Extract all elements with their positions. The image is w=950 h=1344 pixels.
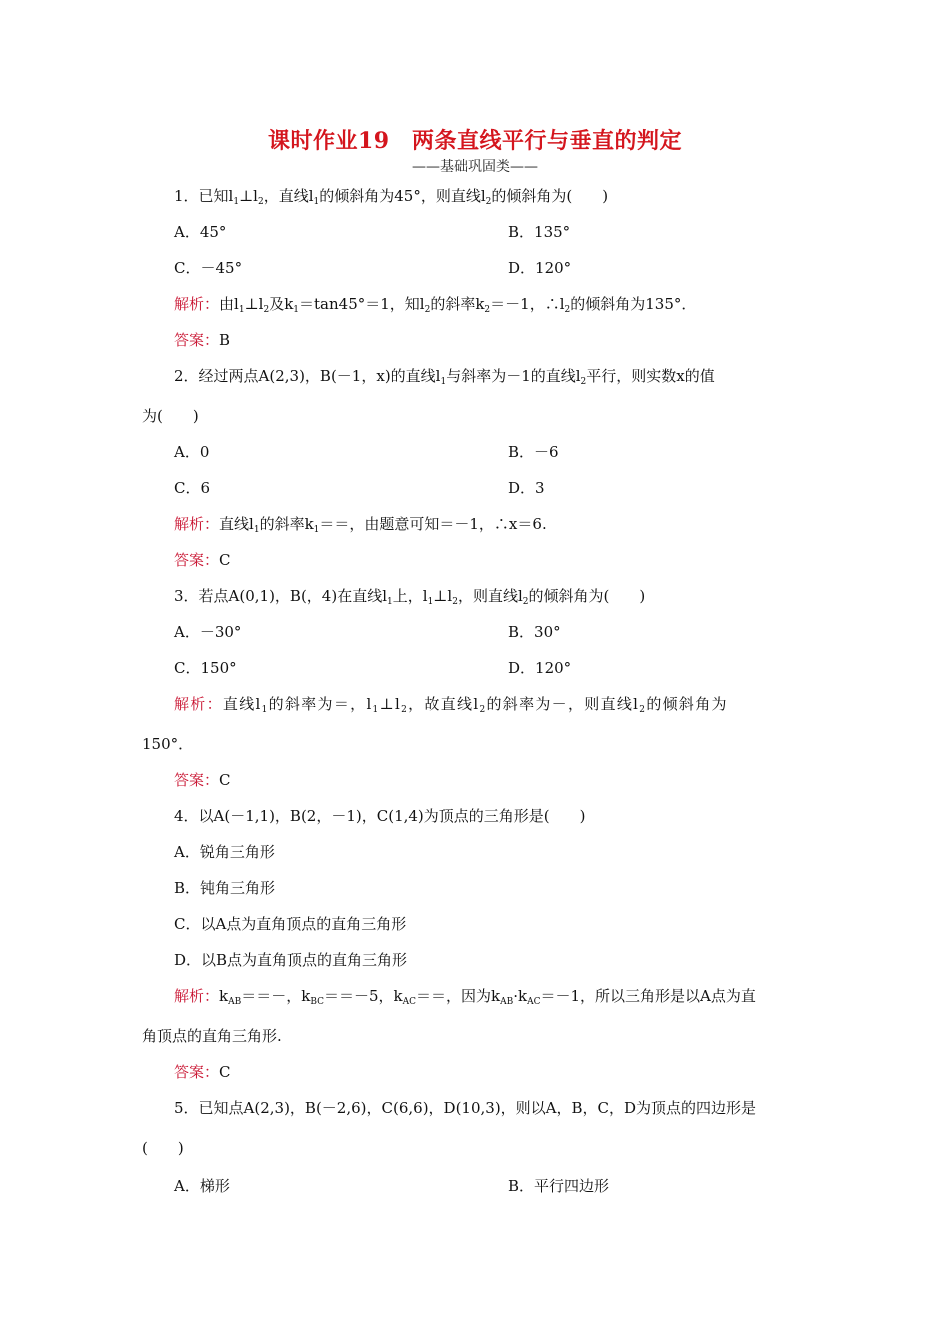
- q5-stem-cont: ( ): [142, 1139, 184, 1157]
- q3-option-b: B．30°: [508, 623, 561, 641]
- q2-option-d: D．3: [508, 479, 545, 497]
- q5-option-a: A．梯形: [174, 1177, 230, 1195]
- q4-option-d: D．以B点为直角顶点的直角三角形: [174, 951, 408, 969]
- q4-stem: 4．以A(－1,1)，B(2，－1)，C(1,4)为顶点的三角形是( ): [174, 807, 586, 825]
- q4-option-b: B．钝角三角形: [174, 879, 276, 897]
- q2-stem: 2．经过两点A(2,3)，B(－1，x)的直线$l_1$与斜率为－1的直线$l_2$平行，则实数x的值: [174, 367, 715, 387]
- q3-analysis-cont: 150°．: [142, 735, 194, 753]
- q5-option-b: B．平行四边形: [508, 1177, 610, 1195]
- q2-option-b: B．－6: [508, 443, 559, 461]
- q1-stem: 1．已知$l_1\perp l_2$，直线$l_1$的倾斜角为45°，则直线$l_2$的倾斜角为( ): [174, 187, 609, 207]
- q2-option-a: A．0: [174, 443, 210, 461]
- q3-analysis: 解析：直线$l_1$的斜率为＝，$l_1\perp l_2$，故直线$l_2$的斜率为－，则直线$l_2$的倾斜角为: [174, 695, 728, 715]
- q3-answer: 答案：C: [174, 771, 231, 789]
- q4-analysis: 解析：$k_{AB}==-$，$k_{BC}==-5$，$k_{AC}==$，因为$k_{AB}\cdot k_{AC}=-1$，所以三角形是以A点为直: [174, 987, 756, 1007]
- q1-option-a: A．45°: [174, 223, 227, 241]
- q4-option-c: C．以A点为直角顶点的直角三角形: [174, 915, 407, 933]
- q1-option-b: B．135°: [508, 223, 571, 241]
- q1-analysis: 解析：由$l_1\perp l_2$及$k_1=\tan 45^\circ=1$，知$l_2$的斜率$k_2=-1$，$\therefore l_2$的倾斜角为135°．: [174, 295, 697, 315]
- q2-option-c: C．6: [174, 479, 211, 497]
- q5-stem: 5．已知点A(2,3)，B(－2,6)，C(6,6)，D(10,3)，则以A，B，C，D为顶点的四边形是: [174, 1099, 757, 1117]
- q3-option-d: D．120°: [508, 659, 572, 677]
- q2-analysis: 解析：直线$l_1$的斜率$k_1==$，由题意可知＝－1，∴x＝6.: [174, 515, 547, 535]
- page-title: 课时作业19 两条直线平行与垂直的判定: [267, 128, 683, 154]
- q4-analysis-cont: 角顶点的直角三角形.: [142, 1027, 282, 1045]
- q2-stem-cont: 为( ): [142, 407, 199, 425]
- q3-option-a: A．－30°: [174, 623, 242, 641]
- section-subtitle: ——基础巩固类——: [412, 159, 538, 175]
- q4-option-a: A．锐角三角形: [174, 843, 275, 861]
- q4-answer: 答案：C: [174, 1063, 231, 1081]
- q3-stem: 3．若点A(0,1)，B(，4)在直线$l_1$上，$l_1\perp l_2$，则直线$l_2$的倾斜角为( ): [174, 587, 646, 607]
- q1-option-d: D．120°: [508, 259, 572, 277]
- q1-answer: 答案：B: [174, 331, 231, 349]
- q3-option-c: C．150°: [174, 659, 237, 677]
- q2-answer: 答案：C: [174, 551, 231, 569]
- q1-option-c: C．－45°: [174, 259, 243, 277]
